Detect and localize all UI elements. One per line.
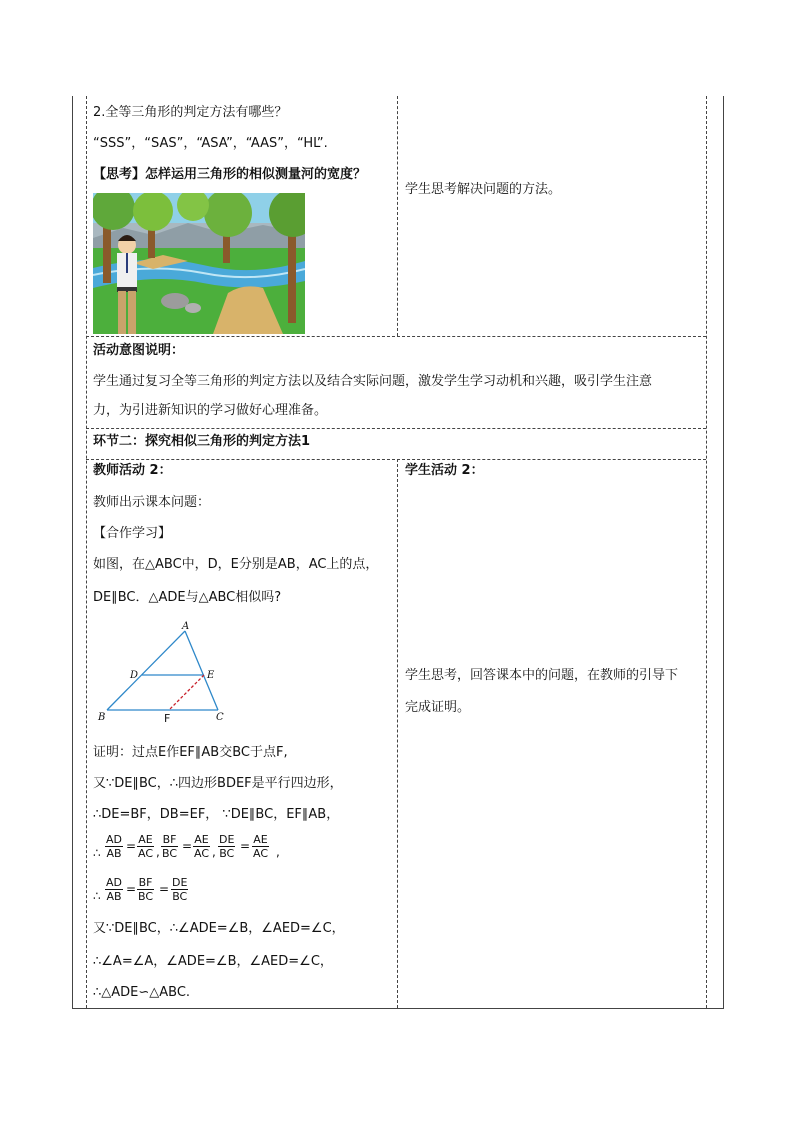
row-divider-2 <box>86 428 706 429</box>
coop-learning: 【合作学习】 <box>93 526 172 541</box>
river-illustration <box>93 193 305 334</box>
fraction: $\frac{AD}{AB}$ <box>106 876 122 903</box>
fraction: $\frac{AE}{AC}$ <box>194 833 210 860</box>
fraction: $\frac{DE}{BC}$ <box>219 833 235 860</box>
inner-left-border <box>86 96 87 1008</box>
label-a: A <box>182 621 190 632</box>
fraction: $\frac{AE}{AC}$ <box>253 833 269 860</box>
teacher-intro: 教师出示课本问题： <box>93 495 211 510</box>
student-activity-heading: 学生活动 2： <box>405 463 484 478</box>
row-divider-1 <box>86 336 706 337</box>
problem-line-2: DE∥BC．△ADE与△ABC相似吗? <box>93 590 282 605</box>
proof-line-1: 证明：过点E作EF∥AB交BC于点F, <box>93 745 288 760</box>
student-think-text: 学生思考解决问题的方法。 <box>405 182 562 197</box>
triangle-figure <box>96 618 232 726</box>
problem-line-1: 如图，在△ABC中，D，E分别是AB，AC上的点， <box>93 557 379 572</box>
label-b: B <box>98 712 106 723</box>
label-e: E <box>207 670 215 681</box>
fraction: $\frac{BF}{BC}$ <box>138 876 154 903</box>
student-line-2: 完成证明。 <box>405 700 471 715</box>
student-line-1: 学生思考，回答课本中的问题，在教师的引导下 <box>405 668 679 683</box>
intent-heading: 活动意图说明： <box>93 343 185 358</box>
proof-line-6: ∴△ADE∽△ABC. <box>93 985 191 1000</box>
document-page: 2.全等三角形的判定方法有哪些？ “SSS”，“SAS”，“ASA”，“AAS”，“HL”. 【思考】怎样运用三角形的相似测量河的宽度？ 学生思考解决问题的方法。 活动意图说明： 学生通过复习全等三角形的判定方法以及结合实际问题，激发学生学习动机和兴趣，吸引学生注意 力，为引进新知识的学习做好心理准备。 环节二：探究相似三角形的判定方法1 教师活动 2： 教师出示课本问题： 【合作学习】 如图，在△ABC中，D，E分别是AB，AC上的点， DE∥BC．△ADE与△ABC相似吗? A B C D E F 证明：过点E作EF∥AB交BC于点F, 又∵DE∥BC，∴四边形BDEF是平行四边形， ∴DE=BF，DB=EF， ∵DE∥BC，EF∥AB， ∴ $\frac{AD}{AB}$ = $\frac{AE}{AC}$ , $\frac{BF}{BC}$ = $\frac{AE}{AC}$ , $\frac{DE}{BC}$ = $\frac{AE}{AC}$ , ∴ $\frac{AD}{AB}$ = $\frac{BF}{BC}$ = $\frac{DE}{BC}$ 又∵DE∥BC，∴∠ADE=∠B，∠AED=∠C， ∴∠A=∠A，∠ADE=∠B，∠AED=∠C， ∴△ADE∽△ABC. 学生活动 2： 学生思考，回答课本中的问题，在教师的引导下 完成证明。 <box>0 0 794 1123</box>
column-divider-bottom <box>397 459 398 1008</box>
teacher-activity-heading: 教师活动 2： <box>93 463 172 478</box>
segment-ef <box>169 675 204 710</box>
side-ab <box>107 631 185 710</box>
fraction: $\frac{AE}{AC}$ <box>138 833 154 860</box>
proof-line-2: 又∵DE∥BC，∴四边形BDEF是平行四边形， <box>93 776 343 791</box>
proof-line-3: ∴DE=BF，DB=EF， ∵DE∥BC，EF∥AB， <box>93 807 340 822</box>
question-2: 2.全等三角形的判定方法有哪些？ <box>93 105 288 120</box>
fraction: $\frac{AD}{AB}$ <box>106 833 122 860</box>
inner-right-border <box>706 96 707 1008</box>
label-c: C <box>216 712 224 723</box>
row-divider-3 <box>86 459 706 460</box>
think-prompt: 【思考】怎样运用三角形的相似测量河的宽度？ <box>93 167 367 182</box>
label-f: F <box>164 712 171 725</box>
label-d: D <box>130 670 139 681</box>
criteria-answer: “SSS”，“SAS”，“ASA”，“AAS”，“HL”. <box>93 136 328 151</box>
intent-line-1: 学生通过复习全等三角形的判定方法以及结合实际问题，激发学生学习动机和兴趣，吸引学生注意 <box>93 374 653 389</box>
proof-line-5: ∴∠A=∠A，∠ADE=∠B，∠AED=∠C， <box>93 954 333 969</box>
column-divider-top <box>397 96 398 336</box>
proof-line-4: 又∵DE∥BC，∴∠ADE=∠B，∠AED=∠C， <box>93 921 345 936</box>
stage2-heading: 环节二：探究相似三角形的判定方法1 <box>93 434 311 449</box>
intent-line-2: 力，为引进新知识的学习做好心理准备。 <box>93 403 328 418</box>
fraction: $\frac{DE}{BC}$ <box>172 876 188 903</box>
fraction: $\frac{BF}{BC}$ <box>162 833 178 860</box>
